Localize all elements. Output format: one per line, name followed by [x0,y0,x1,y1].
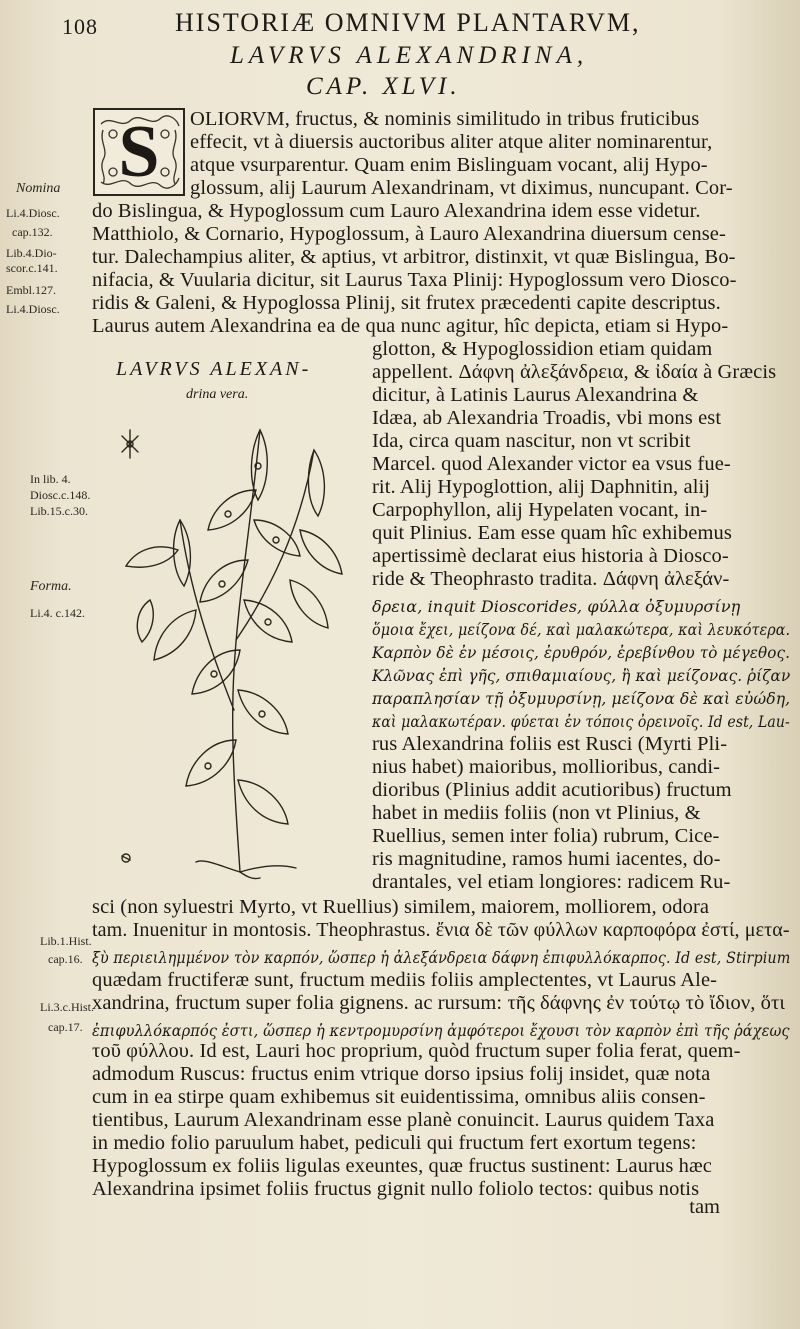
running-head: HISTORIÆ OMNIVM PLANTARVM, [175,8,641,37]
figure-subcaption: drina vera. [186,387,249,402]
body-line: Idæa, ab Alexandria Troadis, vbi mons est [372,407,722,429]
greek-quote-line: ξὺ περιειλημμένον τὸν καρπόν, ὥσπερ ἡ ἀλεξάνδρεια δάφνη ἐπιφυλλόκαρπος. Id est, Stirpium [92,948,791,967]
greek-quote-line: Καρπὸν δὲ ἐν μέσοις, ἐρυθρόν, ἐρεβίνθου τὸ μέγεθος. [372,643,791,662]
body-line: atque vsurparentur. Quam enim Bislinguam vocant, alij Hypo- [190,154,708,176]
body-line: ris magnitudine, ramos humi iacentes, do- [372,848,721,870]
margin-note: cap.132. [12,225,53,239]
body-line: dioribus (Plinius addit acutioribus) fructum [372,779,732,801]
catchword: tam [689,1196,720,1218]
margin-note: Lib.15.c.30. [30,504,88,518]
greek-quote-line: δρεια, inquit Dioscorides, φύλλα ὀξυμυρσίνῃ [372,597,741,616]
body-line: quit Plinius. Eam esse quam hîc exhibemus [372,522,732,544]
body-line: ride & Theophrasto tradita. Δάφνη ἀλεξάν- [372,568,730,590]
body-line: admodum Ruscus: fructus enim vtrique dorso ipsius folij insidet, quæ nota [92,1063,711,1085]
margin-note: Li.4.Diosc. [6,206,60,220]
body-line: drantales, vel etiam longiores: radicem Ru- [372,871,731,893]
body-line: Hypoglossum ex foliis ligulas exeuntes, quæ fructus sustinent: Laurus hæc [92,1155,712,1177]
body-line: appellent. Δάφνη ἀλεξάνδρεια, & ἰδαία à Græcis [372,361,777,383]
body-line: habet in mediis foliis (non vt Plinius, & [372,802,701,824]
margin-note: Diosc.c.148. [30,488,91,502]
body-line: glossum, alij Laurum Alexandrinam, vt diximus, nuncupant. Cor- [190,177,733,199]
body-line: τοῦ φύλλου. Id est, Lauri hoc proprium, quòd fructum super folia ferat, quem- [92,1040,741,1062]
body-line: rus Alexandrina foliis est Rusci (Myrti Pli- [372,733,728,755]
initial-letter: S [118,110,160,193]
chapter-number: CAP. XLVI. [306,73,461,100]
margin-note: Embl.127. [6,283,56,297]
body-line: tur. Dalechampius aliter, & aptius, vt arbitror, distinxit, vt quæ Bislingua, Bo- [92,246,736,268]
margin-note: Li.3.c.Hist. [40,1000,94,1014]
greek-quote-line: παραπλησίαν τῇ ὀξυμυρσίνῃ, μείζονα δὲ καὶ εὐώδη, [372,689,791,708]
body-line: dicitur, à Latinis Laurus Alexandrina & [372,384,699,406]
margin-note: Li.4. c.142. [30,606,85,620]
body-line: sci (non syluestri Myrto, vt Ruellius) similem, maiorem, molliorem, odora [92,896,710,918]
body-line: Laurus autem Alexandrina ea de qua nunc agitur, hîc depicta, etiam si Hypo- [92,315,729,337]
body-line: Matthiolo, & Cornario, Hypoglossum, à Lauro Alexandrina diuersum cense- [92,223,726,245]
body-line: Carpophyllon, alij Hypelaten vocant, in- [372,499,708,521]
figure-caption: LAVRVS ALEXAN- [116,358,312,380]
margin-note: cap.16. [48,952,83,966]
body-line: ridis & Galeni, & Hypoglossa Plinij, sit frutex præcedenti capite descriptus. [92,292,721,314]
body-line: Ruellius, semen inter folia) rubrum, Cice- [372,825,720,847]
body-line: nifacia, & Vuularia dicitur, sit Laurus Taxa Plinij: Hypoglossum vero Diosco- [92,269,737,291]
body-line: Ida, circa quam nascitur, non vt scribit [372,430,691,452]
body-line: glotton, & Hypoglossidion etiam quidam [372,338,713,360]
margin-note: In lib. 4. [30,472,71,486]
body-line: do Bislingua, & Hypoglossum cum Lauro Alexandrina idem esse videtur. [92,200,701,222]
body-line: xandrina, fructum super folia gignens. ac rursum: τῆς δάφνης ἐν τούτῳ τὸ ἴδιον, ὅτι [92,992,785,1014]
page-number: 108 [62,14,98,39]
greek-quote-line: Κλῶνας ἐπὶ γῆς, σπιθαμιαίους, ἢ καὶ μείζονας. ῥίζαν [372,666,791,685]
decorated-initial [93,108,185,196]
body-line: quædam fructiferæ sunt, fructum mediis foliis amplectentes, vt Laurus Ale- [92,969,718,991]
body-line: tientibus, Laurum Alexandrinam esse planè conuincit. Laurus quidem Taxa [92,1109,715,1131]
body-line: cum in ea stirpe quam exhibemus sit euidentissima, omnibus aliis consen- [92,1086,706,1108]
greek-quote-line: ἐπιφυλλόκαρπός ἐστι, ὥσπερ ἡ κεντρομυρσίνη ἀμφότεροι ἔχουσι τὸν καρπὸν ἐπὶ τῆς ῥάχεως [92,1021,790,1040]
margin-note-forma: Forma. [30,579,72,594]
body-line: Marcel. quod Alexander victor ea vsus fue- [372,453,731,475]
greek-quote-line: ὅμοια ἔχει, μείζονα δέ, καὶ μαλακώτερα, καὶ λευκότερα. [372,620,791,639]
margin-note: Lib.1.Hist. [40,934,92,948]
margin-note: Lib.4.Dio- [6,246,57,260]
body-line: apertissimè declarat eius historia à Diosco- [372,545,729,567]
laurus-alexandrina-woodcut [100,410,360,880]
body-line: OLIORVM, fructus, & nominis similitudo in tribus fruticibus [190,108,700,130]
greek-quote-line: καὶ μαλακωτέραν. φύεται ἐν τόποις ὀρεινοῖς. Id est, Lau- [372,712,790,731]
body-line: tam. Inuenitur in montosis. Theophrastus. ἔνια δὲ τῶν φύλλων καρποφόρα ἐστί, μετα- [92,919,790,941]
body-line: effecit, vt à diuersis auctoribus aliter atque aliter nominarentur, [190,131,713,153]
margin-note: Li.4.Diosc. [6,302,60,316]
margin-note: scor.c.141. [6,261,58,275]
margin-note-nomina: Nomina [16,181,61,196]
body-line: nius habet) maioribus, mollioribus, candi- [372,756,721,778]
body-line: in medio folio paruulum habet, pediculi qui fructum fert exortum tegens: [92,1132,697,1154]
margin-note: cap.17. [48,1020,83,1034]
chapter-title: LAVRVS ALEXANDRINA, [230,42,589,69]
body-line: Alexandrina ipsimet foliis fructus gignit nullo foliolo tectos: quibus notis [92,1178,700,1200]
body-line: rit. Alij Hypoglottion, alij Daphnitin, alij [372,476,711,498]
